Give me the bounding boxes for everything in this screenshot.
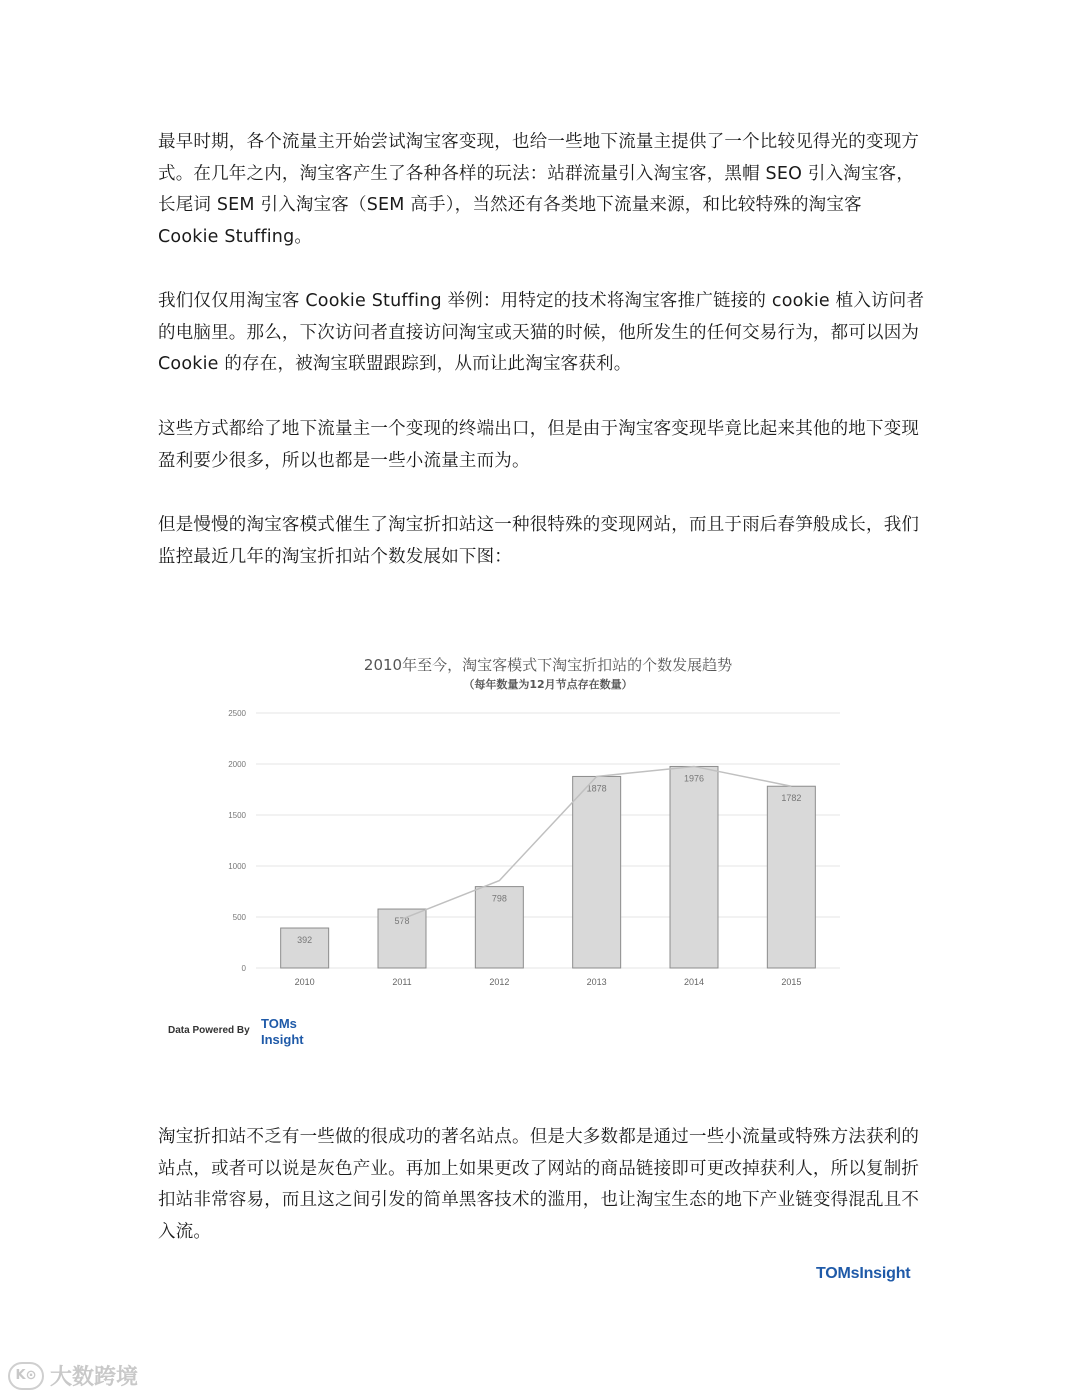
logo-line-2: Insight: [261, 1032, 304, 1047]
x-tick-label: 2015: [781, 977, 802, 987]
y-tick-label: 0: [241, 964, 246, 973]
paragraph-cookie-stuffing: 我们仅仅用淘宝客 Cookie Stuffing 举例：用特定的技术将淘宝客推广链接的 cookie 植入访问者的电脑里。那么，下次访问者直接访问淘宝或天猫的时候，他所发生的任何交易行为，都可以因为 Cookie 的存在，被淘宝联盟跟踪到，从而让此淘宝客获利。: [158, 291, 925, 374]
bar-value-label: 798: [491, 893, 507, 904]
chart-title: 2010年至今，淘宝客模式下淘宝折扣站的个数发展趋势: [363, 656, 733, 674]
bar: [281, 928, 329, 968]
y-tick-label: 1000: [228, 862, 246, 871]
bar-value-label: 1878: [586, 783, 607, 794]
chart-subtitle: （每年数量为12月节点存在数量）: [463, 678, 633, 691]
watermark-text: 大数跨境: [50, 1365, 139, 1390]
bar-value-label: 1976: [683, 773, 705, 784]
paragraph-discount-sites-intro: 但是慢慢的淘宝客模式催生了淘宝折扣站这一种很特殊的变现网站，而且于雨后春笋般成长，我们监控最近几年的淘宝折扣站个数发展如下图：: [158, 515, 920, 567]
x-tick-label: 2013: [586, 977, 607, 987]
bar: [670, 766, 718, 968]
watermark-logo-icon: K⊙: [8, 1362, 44, 1390]
paragraph-discount-sites-gray: 淘宝折扣站不乏有一些做的很成功的著名站点。但是大多数都是通过一些小流量或特殊方法获利的站点，或者可以说是灰色产业。再加上如果更改了网站的商品链接即可更改掉获利人，所以复制折扣站非常容易，而且这之间引发的简单黑客技术的滥用，也让淘宝生态的地下产业链变得混乱且不入流。: [158, 1127, 920, 1242]
toms-insight-logo: [261, 1016, 304, 1048]
bar: [767, 786, 815, 968]
watermark: [8, 1360, 138, 1391]
bar-chart: [160, 640, 920, 1060]
bar-value-label: 1782: [781, 793, 802, 804]
x-tick-label: 2011: [392, 977, 412, 987]
data-powered-by-label: Data Powered By: [168, 1025, 250, 1036]
chart-svg: [160, 640, 920, 1000]
bar-value-label: 578: [394, 916, 410, 927]
bar: [573, 776, 621, 968]
bar-value-label: 392: [297, 935, 313, 946]
logo-line-1: TOMs: [261, 1016, 297, 1031]
y-tick-label: 2500: [228, 709, 246, 718]
x-tick-label: 2014: [683, 977, 705, 987]
brand-footer: TOMsInsight: [816, 1265, 911, 1282]
y-tick-label: 1500: [228, 811, 246, 820]
y-tick-label: 2000: [228, 760, 246, 769]
x-tick-label: 2010: [294, 977, 315, 987]
paragraph-monetization-exit: 这些方式都给了地下流量主一个变现的终端出口，但是由于淘宝客变现毕竟比起来其他的地下变现盈利要少很多，所以也都是一些小流量主而为。: [158, 419, 920, 471]
paragraph-early-methods: 最早时期，各个流量主开始尝试淘宝客变现，也给一些地下流量主提供了一个比较见得光的变现方式。在几年之内，淘宝客产生了各种各样的玩法：站群流量引入淘宝客，黑帽 SEO 引入淘宝客，长尾词 SEM 引入淘宝客（SEM 高手），当然还有各类地下流量来源，和比较特殊的淘宝客 Cookie Stuffing。: [158, 132, 920, 247]
x-tick-label: 2012: [489, 977, 510, 987]
y-tick-label: 500: [232, 913, 246, 922]
